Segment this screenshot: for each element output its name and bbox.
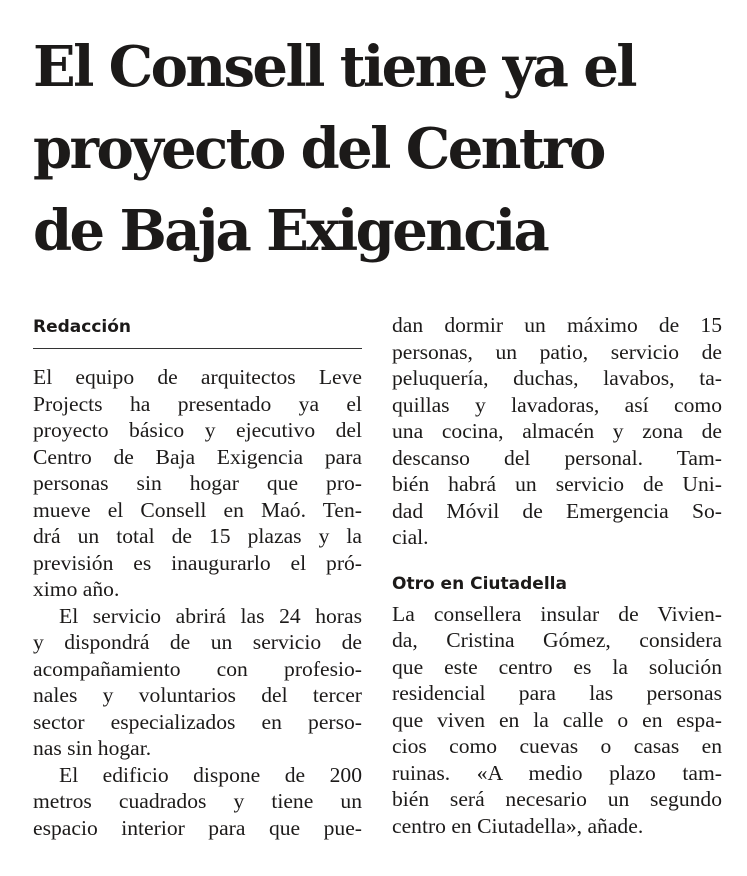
text-line: que este centro es la solución <box>392 654 722 679</box>
text-line: residencial para las personas <box>392 681 722 705</box>
text-line: previsión es inaugurarlo el pró- <box>33 550 362 575</box>
text-line: dad Móvil de Emergencia So- <box>392 498 722 523</box>
text-line: una cocina, almacén y zona de <box>392 419 722 443</box>
text-line: nas sin hogar. <box>33 736 152 760</box>
text-line: El equipo de arquitectos Leve <box>33 365 362 389</box>
right-column <box>392 312 722 839</box>
text-line: cial. <box>392 525 429 549</box>
headline-line: El Consell tiene ya el <box>33 34 635 100</box>
byline: Redacción <box>33 317 132 337</box>
paragraph-continued <box>392 312 722 551</box>
text-line: y dispondrá de un servicio de <box>33 630 362 654</box>
text-line: bién será necesario un segundo <box>392 787 722 811</box>
text-line: El servicio abrirá las 24 horas <box>59 603 362 628</box>
text-line: que viven en la calle o en espa- <box>392 707 722 732</box>
text-line: personas, un patio, servicio de <box>392 339 722 364</box>
text-line: El edificio dispone de 200 <box>59 762 362 787</box>
text-line: La consellera insular de Vivien- <box>392 601 722 626</box>
text-line: cios como cuevas o casas en <box>392 734 722 758</box>
text-line: personas sin hogar que pro- <box>33 471 362 495</box>
text-line: sector especializados en perso- <box>33 709 362 734</box>
byline-divider <box>33 348 362 349</box>
headline <box>33 26 733 272</box>
headline-line: proyecto del Centro <box>33 116 604 182</box>
subheading: Otro en Ciutadella <box>392 573 567 594</box>
left-column <box>33 312 362 841</box>
text-line: descanso del personal. Tam- <box>392 445 722 470</box>
text-line: espacio interior para que pue- <box>33 815 362 840</box>
text-line: nales y voluntarios del tercer <box>33 683 362 707</box>
text-line: acompañamiento con profesio- <box>33 656 362 681</box>
text-line: metros cuadrados y tiene un <box>33 789 362 813</box>
text-line: quillas y lavadoras, así como <box>392 392 722 417</box>
text-line: ruinas. «A medio plazo tam- <box>392 760 722 785</box>
text-line: ximo año. <box>33 577 120 601</box>
text-line: dan dormir un máximo de 15 <box>392 313 722 337</box>
text-line: Projects ha presentado ya el <box>33 391 362 416</box>
text-line: Centro de Baja Exigencia para <box>33 444 362 469</box>
text-line: da, Cristina Gómez, considera <box>392 628 722 652</box>
text-line: peluquería, duchas, lavabos, ta- <box>392 366 722 390</box>
text-line: drá un total de 15 plazas y la <box>33 524 362 548</box>
headline-line: de Baja Exigencia <box>33 198 548 264</box>
paragraph-building <box>33 762 362 842</box>
text-line: proyecto básico y ejecutivo del <box>33 418 362 442</box>
text-line: centro en Ciutadella», añade. <box>392 813 644 838</box>
paragraph-ciutadella <box>392 601 722 840</box>
text-line: mueve el Consell en Maó. Ten- <box>33 497 362 522</box>
text-line: bién habrá un servicio de Uni- <box>392 472 722 496</box>
paragraph-intro <box>33 364 362 603</box>
paragraph-service <box>33 603 362 762</box>
